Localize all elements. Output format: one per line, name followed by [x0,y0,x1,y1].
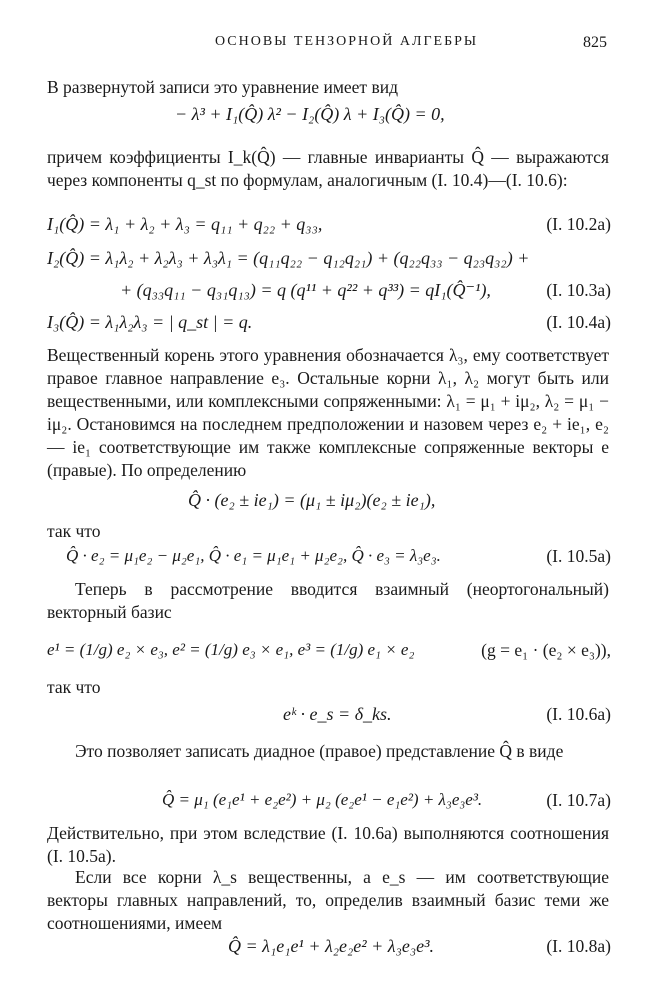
paragraph-9: Если все корни λ_s вещественны, а e_s — им соответствующие векторы главных направлений, то, определив взаимный базис теми же соотношениями, имеем [47,867,609,933]
paragraph-4: так что [47,521,101,541]
equation-2a: I₁(Q̂) = λ₁ + λ₂ + λ₃ = q₁₁ + q₂₂ + q₃₃, [47,214,323,234]
reciprocal-basis-equation: e¹ = (1/g) e₂ × e₃, e² = (1/g) e₃ × e₁, e³ = (1/g) e₁ × e₂ [47,640,415,659]
running-header: ОСНОВЫ ТЕНЗОРНОЙ АЛГЕБРЫ [215,34,479,49]
equation-5a: Q̂ · e₂ = μ₁e₂ − μ₂e₁, Q̂ · e₁ = μ₁e₁ + μ₂e₂, Q̂ · e₃ = λ₃e₃. [66,546,441,565]
equation-4a: I₃(Q̂) = λ₁λ₂λ₃ = | q_st | = q. [47,312,253,332]
equation-number-2a: (I. 10.2a) [546,214,611,234]
equation-number-7a: (I. 10.7a) [546,790,611,810]
equation-number-5a: (I. 10.5a) [546,546,611,566]
paragraph-6: так что [47,677,101,697]
equation-6a: eᵏ · e_s = δ_ks. [283,704,392,724]
characteristic-equation: − λ³ + I₁(Q̂) λ² − I₂(Q̂) λ + I₃(Q̂) = 0, [175,104,445,124]
paragraph-3: Вещественный корень этого уравнения обозначается λ₃, ему соответствует правое главное направление e₃. Остальные корни λ₁, λ₂ могут быть или вещественными, или комплексными сопряженными: λ₁ = μ₁ + iμ₂, λ₂ = μ₁ − iμ₂. Остановимся на последнем предположении и назовем через e₂ + ie₁, e₂ — ie₁ соответствующие им также комплексные сопряженные векторы e (правые). По определению [47,345,609,480]
equation-7a: Q̂ = μ₁ (e₁e¹ + e₂e²) + μ₂ (e₂e¹ − e₁e²) + λ₃e₃e³. [162,790,483,809]
equation-number-4a: (I. 10.4a) [546,312,611,332]
paragraph-2: причем коэффициенты I_k(Q̂) — главные инварианты Q̂ — выражаются через компоненты q_st по формулам, аналогичным (I. 10.4)—(I. 10.6): [47,147,609,190]
equation-3a-line2: + (q₃₃q₁₁ − q₃₁q₁₃) = q (q¹¹ + q²² + q³³) = qI₁(Q̂⁻¹), [120,280,491,300]
page-number: 825 [583,34,607,51]
equation-number-8a: (I. 10.8a) [546,936,611,956]
paragraph-7: Это позволяет записать диадное (правое) представление Q̂ в виде [75,741,564,761]
equation-8a: Q̂ = λ₁e₁e¹ + λ₂e₂e² + λ₃e₃e³. [228,936,434,956]
definition-equation: Q̂ · (e₂ ± ie₁) = (μ₁ ± iμ₂)(e₂ ± ie₁), [188,490,436,510]
equation-3a-line1: I₂(Q̂) = λ₁λ₂ + λ₂λ₃ + λ₃λ₁ = (q₁₁q₂₂ − q₁₂q₂₁) + (q₂₂q₃₃ − q₂₃q₃₂) + [47,248,530,268]
basis-g-definition: (g = e₁ · (e₂ × e₃)), [481,640,611,660]
paragraph-5: Теперь в рассмотрение вводится взаимный (неортогональный) векторный базис [47,579,609,622]
paragraph-8: Действительно, при этом вследствие (I. 10.6a) выполняются соотношения (I. 10.5a). [47,823,609,866]
equation-number-6a: (I. 10.6a) [546,704,611,724]
paragraph-1: В развернутой записи это уравнение имеет вид [47,77,398,97]
equation-number-3a: (I. 10.3a) [546,280,611,300]
